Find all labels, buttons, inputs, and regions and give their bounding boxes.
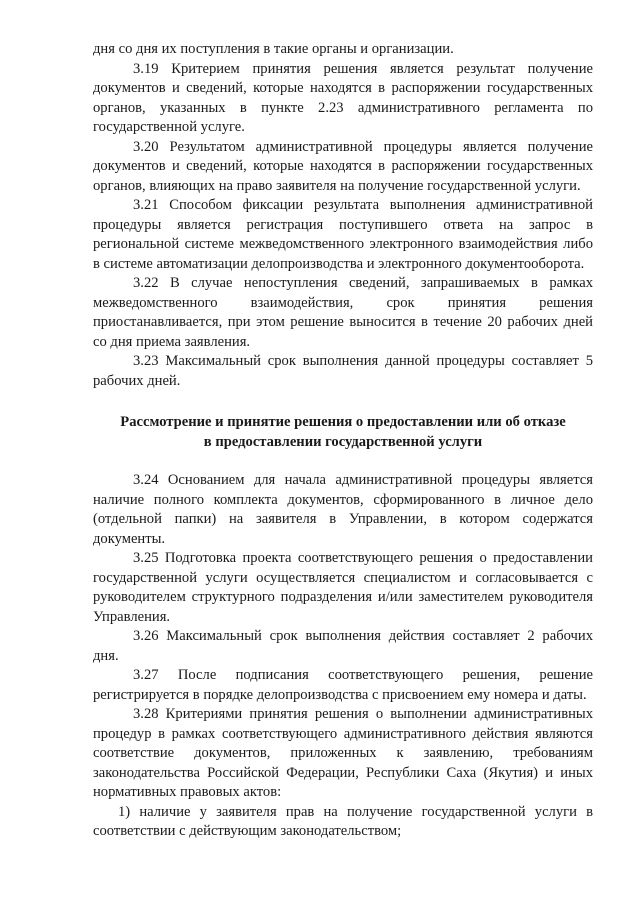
paragraph-3-24: 3.24 Основанием для начала административной процедуры является наличие полного комплекта документов, сформированного в личное дело (отдельной папки) на заявителя в Управлении, в котором содержатся документы. xyxy=(93,472,593,547)
list-item-1: 1) наличие у заявителя прав на получение государственной услуги в соответствии с действующим законодательством; xyxy=(93,803,593,839)
paragraph-3-25: 3.25 Подготовка проекта соответствующего решения о предоставлении государственной услуги осуществляется специалистом и согласовывается с руководителем структурного подразделения и/или заместителем руководителя Управления. xyxy=(93,550,593,625)
paragraph-continuation: дня со дня их поступления в такие органы и организации. xyxy=(93,41,454,57)
paragraph-3-21: 3.21 Способом фиксации результата выполнения административной процедуры является регистрация поступившего ответа на запрос в региональной системе межведомственного электронного взаимодействия либо в системе автоматизации делопроизводства и электронного документооборота. xyxy=(93,197,593,272)
paragraph-3-19: 3.19 Критерием принятия решения является результат получение документов и сведений, которые находятся в распоряжении государственных органов, указанных в пункте 2.23 административного регламента по государственной услуге. xyxy=(93,60,593,135)
section-heading-line-1: Рассмотрение и принятие решения о предоставлении или об отказе xyxy=(120,414,566,430)
document-body xyxy=(93,40,593,842)
paragraph-3-27: 3.27 После подписания соответствующего решения, решение регистрируется в порядке делопроизводства с присвоением ему номера и даты. xyxy=(93,667,593,703)
section-heading xyxy=(93,413,593,452)
paragraph-3-28: 3.28 Критериями принятия решения о выполнении административных процедур в рамках соответствующего административного действия являются соответствие документов, приложенных к заявлению, требованиям законодательства Российской Федерации, Республики Саха (Якутия) и иных нормативных правовых актов: xyxy=(93,706,593,800)
paragraph-3-20: 3.20 Результатом административной процедуры является получение документов и сведений, которые находятся в распоряжении государственных органов, влияющих на право заявителя на получение государственной услуги. xyxy=(93,138,593,194)
paragraph-3-26: 3.26 Максимальный срок выполнения действия составляет 2 рабочих дня. xyxy=(93,628,593,664)
section-heading-line-2: в предоставлении государственной услуги xyxy=(203,433,483,450)
paragraph-3-22: 3.22 В случае непоступления сведений, запрашиваемых в рамках межведомственного взаимодействия, срок принятия решения приостанавливается, при этом решение выносится в течение 20 рабочих дней со дня приема заявления. xyxy=(93,275,593,350)
paragraph-3-23: 3.23 Максимальный срок выполнения данной процедуры составляет 5 рабочих дней. xyxy=(93,353,593,389)
